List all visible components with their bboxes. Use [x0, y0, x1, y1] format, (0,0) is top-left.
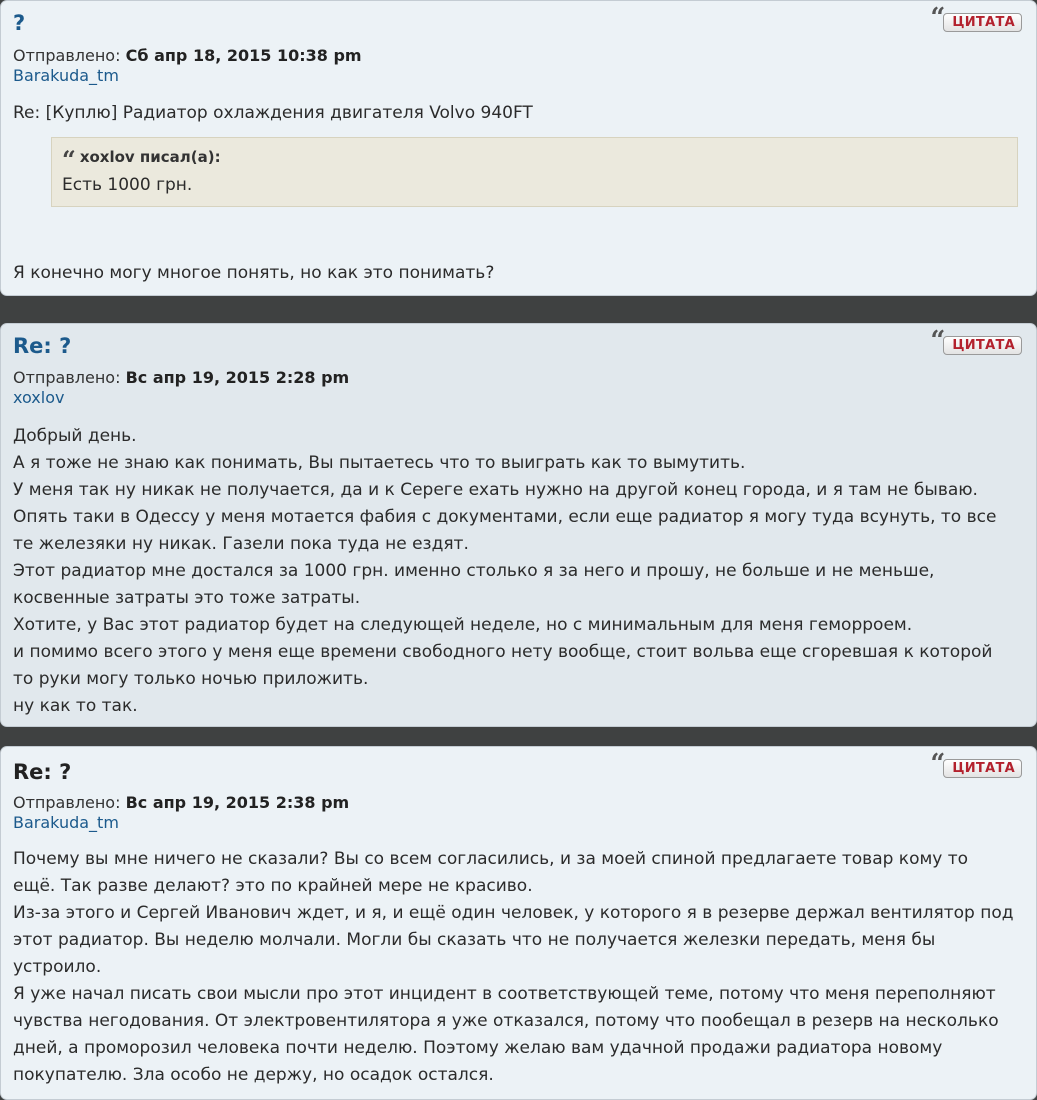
text-line: косвенные затраты это тоже затраты.	[13, 588, 361, 608]
quote-author: xoxlov писал(а):	[79, 148, 221, 166]
post-content	[13, 100, 1022, 207]
post-content	[13, 423, 1022, 720]
post-author-link[interactable]: Barakuda_tm	[13, 813, 119, 832]
text-line: ещё. Так разве делают? это по крайней мере не красиво.	[13, 876, 533, 896]
posted-label: Отправлено:	[13, 368, 121, 387]
posted-label: Отправлено:	[13, 46, 121, 65]
text-line: дней, а проморозил человека почти неделю. Поэтому желаю вам удачной продажи радиатора новому	[13, 1038, 943, 1058]
quote-block	[51, 137, 1018, 207]
post-date: Сб апр 18, 2015 10:38 pm	[125, 46, 362, 65]
quote-text: Есть 1000 грн.	[62, 175, 193, 195]
text-line: покупателю. Зла особо не держу, но осадок остался.	[13, 1065, 494, 1085]
text-line: Я уже начал писать свои мысли про этот инцидент в соответствующей теме, потому что меня переполняют	[13, 984, 996, 1004]
text-line: Почему вы мне ничего не сказали? Вы со всем согласились, и за моей спиной предлагаете товар кому то	[13, 849, 969, 869]
quote-button-label: ЦИТАТА	[943, 759, 1022, 778]
text-line: те железяки ну никак. Газели пока туда не ездят.	[13, 534, 469, 554]
text-line: Хотите, у Вас этот радиатор будет на следующей неделе, но с минимальным для меня геморроем.	[13, 615, 913, 635]
post-title[interactable]: ?	[13, 11, 26, 35]
forum-post-3	[0, 746, 1037, 1100]
text-line: устроило.	[13, 957, 102, 977]
post-date: Вс апр 19, 2015 2:28 pm	[125, 368, 350, 387]
quote-button[interactable]	[930, 326, 1022, 356]
text-line: и помимо всего этого у меня еще времени свободного нету вообще, стоит вольва еще сгоревшая к которой	[13, 642, 993, 662]
post-title[interactable]: Re: ?	[13, 334, 72, 358]
post-meta	[13, 368, 349, 408]
post-date: Вс апр 19, 2015 2:38 pm	[125, 793, 350, 812]
post-body-text: Я конечно могу многое понять, но как это понимать?	[13, 263, 495, 283]
post-author-link[interactable]: Barakuda_tm	[13, 66, 119, 85]
post-author-link[interactable]: xoxlov	[13, 388, 65, 407]
text-line: Этот радиатор мне достался за 1000 грн. именно столько я за него и прошу, не больше и не меньше,	[13, 561, 935, 581]
text-line: У меня так ну никак не получается, да и к Сереге ехать нужно на другой конец города, и я там не бываю.	[13, 480, 978, 500]
post-meta	[13, 46, 362, 86]
quote-button[interactable]	[930, 3, 1022, 33]
quote-marks-icon: “	[930, 749, 946, 779]
quote-button[interactable]	[930, 749, 1022, 779]
text-line: А я тоже не знаю как понимать, Вы пытаетесь что то выиграть как то вымутить.	[13, 453, 746, 473]
quote-button-label: ЦИТАТА	[943, 336, 1022, 355]
text-line: чувства негодования. От электровентилятора я уже отказался, потому что пообещал в резерв на несколько	[13, 1011, 999, 1031]
forum-post-1	[0, 0, 1037, 296]
quote-icon: “	[62, 145, 76, 174]
quote-citation	[62, 145, 1007, 174]
post-subject: Re: [Куплю] Радиатор охлаждения двигателя Volvo 940FT	[13, 103, 533, 123]
post-title[interactable]: Re: ?	[13, 760, 72, 784]
posted-label: Отправлено:	[13, 793, 121, 812]
text-line: этот радиатор. Вы неделю молчали. Могли бы сказать что не получается железки передать, меня бы	[13, 930, 936, 950]
text-line: то руки могу только ночью приложить.	[13, 669, 369, 689]
quote-button-label: ЦИТАТА	[943, 13, 1022, 32]
quote-marks-icon: “	[930, 3, 946, 33]
forum-post-2	[0, 323, 1037, 727]
text-line: Из-за этого и Сергей Иванович ждет, и я, и ещё один человек, у которого я в резерве держал вентилятор под	[13, 903, 1014, 923]
quote-marks-icon: “	[930, 326, 946, 356]
post-meta	[13, 793, 349, 833]
text-line: Опять таки в Одессу у меня мотается фабия с документами, если еще радиатор я могу туда всунуть, то все	[13, 507, 997, 527]
post-content	[13, 846, 1022, 1089]
text-line: ну как то так.	[13, 696, 138, 716]
text-line: Добрый день.	[13, 426, 137, 446]
